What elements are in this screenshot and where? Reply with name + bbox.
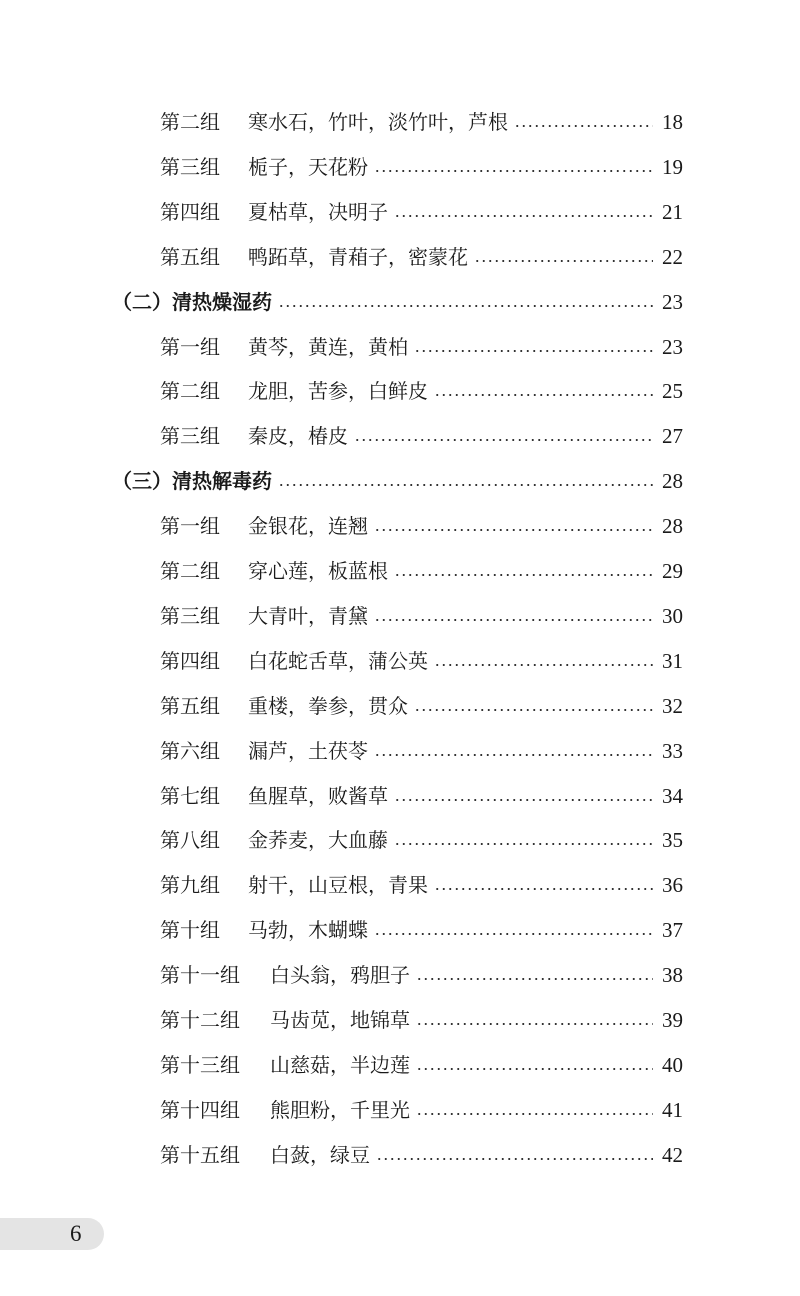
toc-entry[interactable] [160, 646, 683, 676]
toc-entry-title: 金银花，连翘 [248, 514, 368, 539]
toc-entry[interactable] [160, 1050, 683, 1080]
toc-page-number: 36 [662, 873, 683, 898]
toc-group-label: 第八组 [160, 828, 220, 853]
toc-group-label: 第十二组 [160, 1008, 240, 1032]
toc-entry-title: 白头翁，鸦胆子 [270, 963, 410, 988]
dot-leader [434, 663, 653, 667]
dot-leader [474, 259, 653, 263]
toc-group-label: 第九组 [160, 873, 220, 898]
toc-entry-title: 夏枯草，决明子 [248, 199, 388, 224]
toc-group-label: 第五组 [160, 244, 220, 269]
toc-group-label: 第二组 [160, 379, 220, 404]
toc-page-number: 42 [662, 1142, 683, 1167]
dot-leader [416, 1067, 653, 1071]
toc-entry-title: 白蔹，绿豆 [270, 1142, 370, 1167]
dot-leader [416, 1112, 653, 1116]
toc-page-number: 23 [662, 334, 683, 359]
toc-entry[interactable] [160, 960, 683, 990]
dot-leader [354, 438, 653, 442]
toc-page-number: 34 [662, 783, 683, 808]
toc-page-number: 21 [662, 199, 683, 224]
toc-group-label: 第四组 [160, 648, 220, 673]
toc-entry-title: 熊胆粉，千里光 [270, 1097, 410, 1122]
dot-leader [416, 1022, 653, 1026]
toc-entry[interactable] [160, 1140, 683, 1170]
toc-page-number: 35 [662, 828, 683, 853]
toc-entry-title: 山慈菇，半边莲 [270, 1052, 410, 1077]
toc-entry-title: 马勃，木蝴蝶 [248, 918, 368, 943]
toc-entry-title: （二）清热燥湿药 [112, 289, 272, 314]
dot-leader [374, 528, 653, 532]
dot-leader [374, 753, 653, 757]
dot-leader [434, 393, 653, 397]
toc-entry[interactable] [160, 152, 683, 182]
dot-leader [514, 124, 653, 128]
dot-leader [394, 214, 653, 218]
toc-group-label: 第五组 [160, 693, 220, 718]
toc-entry-title: 秦皮，椿皮 [248, 424, 348, 449]
toc-page-number: 29 [662, 559, 683, 583]
dot-leader [434, 887, 653, 891]
toc-entry[interactable] [160, 197, 683, 227]
dot-leader [278, 483, 653, 487]
toc-section-heading[interactable] [112, 287, 683, 317]
toc-entry[interactable] [160, 1095, 683, 1125]
toc-group-label: 第十三组 [160, 1052, 240, 1077]
toc-entry-title: 鱼腥草，败酱草 [248, 783, 388, 808]
toc-group-label: 第二组 [160, 110, 220, 134]
toc-entry-title: 漏芦，土茯苓 [248, 738, 368, 763]
toc-page-number: 22 [662, 244, 683, 269]
toc-entry[interactable] [160, 242, 683, 272]
dot-leader [374, 618, 653, 622]
toc-entry-title: 穿心莲，板蓝根 [248, 559, 388, 583]
toc-entry-title: 龙胆，苦参，白鲜皮 [248, 379, 428, 404]
dot-leader [394, 798, 653, 802]
toc-entry-title: 栀子，天花粉 [248, 154, 368, 179]
toc-entry[interactable] [160, 915, 683, 945]
toc-entry-title: 白花蛇舌草，蒲公英 [248, 648, 428, 673]
toc-entry[interactable] [160, 511, 683, 541]
dot-leader [394, 573, 653, 577]
toc-entry-title: 金荞麦，大血藤 [248, 828, 388, 853]
toc-page-number: 25 [662, 379, 683, 404]
toc-entry[interactable] [160, 870, 683, 900]
dot-leader [376, 1157, 653, 1161]
toc-group-label: 第十一组 [160, 963, 240, 988]
toc-entry-title: 大青叶，青黛 [248, 603, 368, 628]
toc-group-label: 第七组 [160, 783, 220, 808]
toc-group-label: 第十组 [160, 918, 220, 943]
toc-entry-title: 鸭跖草，青葙子，密蒙花 [248, 244, 468, 269]
page-number: 6 [70, 1221, 82, 1246]
toc-section-heading[interactable] [112, 466, 683, 496]
dot-leader [374, 932, 653, 936]
toc-page-number: 37 [662, 918, 683, 943]
toc-page-number: 19 [662, 154, 683, 179]
toc-entry-title: 黄芩，黄连，黄柏 [248, 334, 408, 359]
toc-entry-title: 马齿苋，地锦草 [270, 1008, 410, 1032]
toc-entry[interactable] [160, 736, 683, 766]
toc-page-number: 31 [662, 648, 683, 673]
toc-page-number: 28 [662, 469, 683, 494]
dot-leader [374, 169, 653, 173]
dot-leader [394, 842, 653, 846]
toc-page-number: 30 [662, 603, 683, 628]
toc-page-number: 33 [662, 738, 683, 763]
toc-page-number: 32 [662, 693, 683, 718]
toc-entry[interactable] [160, 1005, 683, 1035]
toc-entry-title: （三）清热解毒药 [112, 469, 272, 494]
dot-leader [414, 349, 653, 353]
toc-group-label: 第三组 [160, 154, 220, 179]
toc-group-label: 第一组 [160, 334, 220, 359]
toc-entry[interactable] [160, 825, 683, 855]
toc-entry[interactable] [160, 691, 683, 721]
toc-entry-title: 射干，山豆根，青果 [248, 873, 428, 898]
toc-group-label: 第四组 [160, 199, 220, 224]
toc-group-label: 第二组 [160, 559, 220, 583]
toc-group-label: 第一组 [160, 514, 220, 539]
toc-page-number: 41 [662, 1097, 683, 1122]
toc-group-label: 第十五组 [160, 1142, 240, 1167]
toc-group-label: 第三组 [160, 603, 220, 628]
toc-entry[interactable] [160, 601, 683, 631]
toc-page-number: 40 [662, 1052, 683, 1077]
toc-group-label: 第三组 [160, 424, 220, 449]
dot-leader [278, 304, 653, 308]
toc-entry[interactable] [160, 556, 683, 586]
toc-page-number: 38 [662, 963, 683, 988]
toc-entry-title: 寒水石，竹叶，淡竹叶，芦根 [248, 110, 508, 134]
page-number-tab [0, 1218, 104, 1250]
toc-page-number: 23 [662, 289, 683, 314]
toc-entry[interactable] [160, 781, 683, 811]
toc-page-number: 18 [662, 110, 683, 134]
toc-group-label: 第十四组 [160, 1097, 240, 1122]
toc-page-number: 27 [662, 424, 683, 449]
toc-entry-title: 重楼，拳参，贯众 [248, 693, 408, 718]
toc-entry[interactable] [160, 332, 683, 362]
toc-entry[interactable] [160, 376, 683, 406]
toc-entry[interactable] [160, 107, 683, 137]
toc-entry[interactable] [160, 421, 683, 451]
dot-leader [416, 977, 653, 981]
toc-group-label: 第六组 [160, 738, 220, 763]
toc-page-number: 39 [662, 1008, 683, 1032]
dot-leader [414, 708, 653, 712]
toc-page-number: 28 [662, 514, 683, 539]
